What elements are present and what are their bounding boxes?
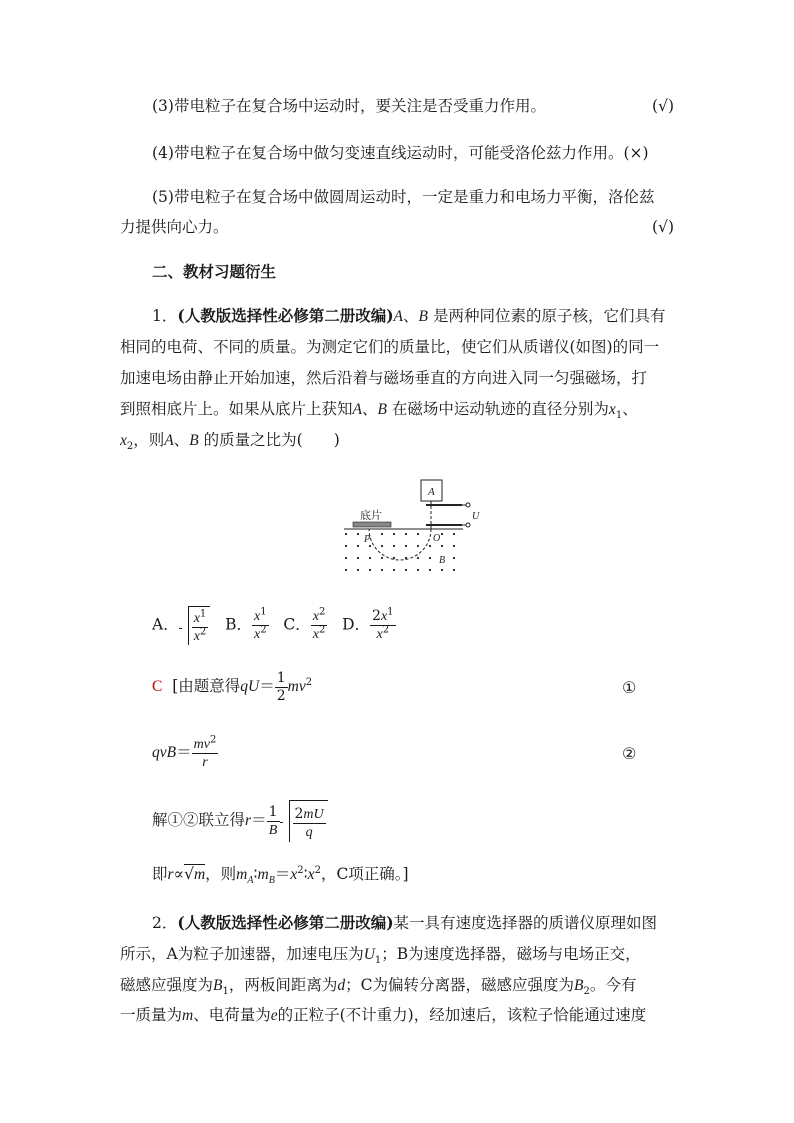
figure-p-label: P: [364, 534, 371, 545]
problem2-source: (人教版选择性必修第二册改编): [177, 913, 394, 932]
option-c-label: C．: [283, 615, 311, 634]
figure-b-label: B: [439, 555, 446, 566]
judgement-5-line1: (5)带电粒子在复合场中做圆周运动时，一定是重力和电场力平衡，洛伦兹: [152, 188, 655, 206]
equation-marker-1: ①: [622, 678, 637, 697]
problem2-line1: 2．(人教版选择性必修第二册改编)某一具有速度选择器的质谱仪原理如图: [152, 913, 658, 932]
problem2-line3: 磁感应强度为$B_1$，两板间距离为d；C为偏转分离器，磁感应强度为$B_2$。今有: [120, 976, 637, 998]
section-title: 二、教材习题衍生: [152, 262, 277, 281]
judgement-4: [152, 143, 649, 163]
problem2-line2: 所示，A为粒子加速器，加速电压为$U_1$；B为速度选择器，磁场与电场正交，: [120, 945, 641, 967]
mass-spectrometer-figure: [336, 474, 496, 578]
equation-marker-2: ②: [622, 744, 637, 763]
option-d-label: D．: [342, 615, 371, 634]
judgement-4-text: (4)带电粒子在复合场中做匀变速直线运动时，可能受洛伦兹力作用。(×): [152, 144, 649, 162]
figure-box-label: A: [428, 486, 435, 498]
judgement-3: [152, 96, 674, 116]
option-c-formula: $\frac{x^2}{x^2}$: [312, 606, 326, 642]
figure-u-label: U: [472, 511, 480, 522]
figure-plate-label: 底片: [360, 510, 382, 522]
solution-step4: 即r∝√m，则$m_A∶m_B=x^2∶x^2$，C项正确。]: [152, 864, 409, 887]
figure-o-label: O: [433, 533, 441, 544]
option-b-label: B．: [225, 615, 252, 634]
solution-step3: 解①②联立得r＝ $\frac{1}{B}$ $\frac{2mU}{q}$: [152, 800, 328, 842]
judgement-5-line2: 力提供向心力。 (√): [120, 218, 674, 236]
judgement-3-text: (3)带电粒子在复合场中运动时，要关注是否受重力作用。: [152, 97, 546, 115]
solution-step1: C [由题意得qU＝ $\frac{1}{2}$ $mv^2$: [152, 669, 313, 704]
option-b-formula: $\frac{x^1}{x^2}$: [253, 606, 267, 642]
option-a-label: A．: [152, 615, 179, 634]
problem1-line4: 到照相底片上。如果从底片上获知A、B 在磁场中运动轨迹的直径分别为$x_1$、: [120, 400, 638, 422]
judgement-3-mark: (√): [652, 97, 674, 115]
problem1-line5: $x_2$，则A、B 的质量之比为( ): [120, 431, 340, 453]
problem1-source: (人教版选择性必修第二册改编): [177, 306, 394, 325]
option-d-formula: $\frac{2x^1}{x^2}$: [372, 606, 394, 642]
problem1-line1: 1．(人教版选择性必修第二册改编)A、B 是两种同位素的原子核，它们具有: [152, 306, 666, 325]
judgement-5-mark: (√): [652, 218, 674, 236]
option-a-formula: $\frac{x^1}{x^2}$: [179, 606, 211, 645]
problem1-line2: 相同的电荷、不同的质量。为测定它们的质量比，使它们从质谱仪(如图)的同一: [120, 338, 660, 356]
answer-letter: C: [152, 678, 163, 695]
problem2-line4: 一质量为m、电荷量为e的正粒子(不计重力)，经加速后，该粒子恰能通过速度: [120, 1006, 647, 1024]
problem1-line3: 加速电场由静止开始加速，然后沿着与磁场垂直的方向进入同一匀强磁场，打: [120, 369, 648, 387]
solution-step2: qvB＝ $\frac{mv^2}{r}$: [152, 733, 217, 770]
problem1-options: [152, 606, 396, 645]
